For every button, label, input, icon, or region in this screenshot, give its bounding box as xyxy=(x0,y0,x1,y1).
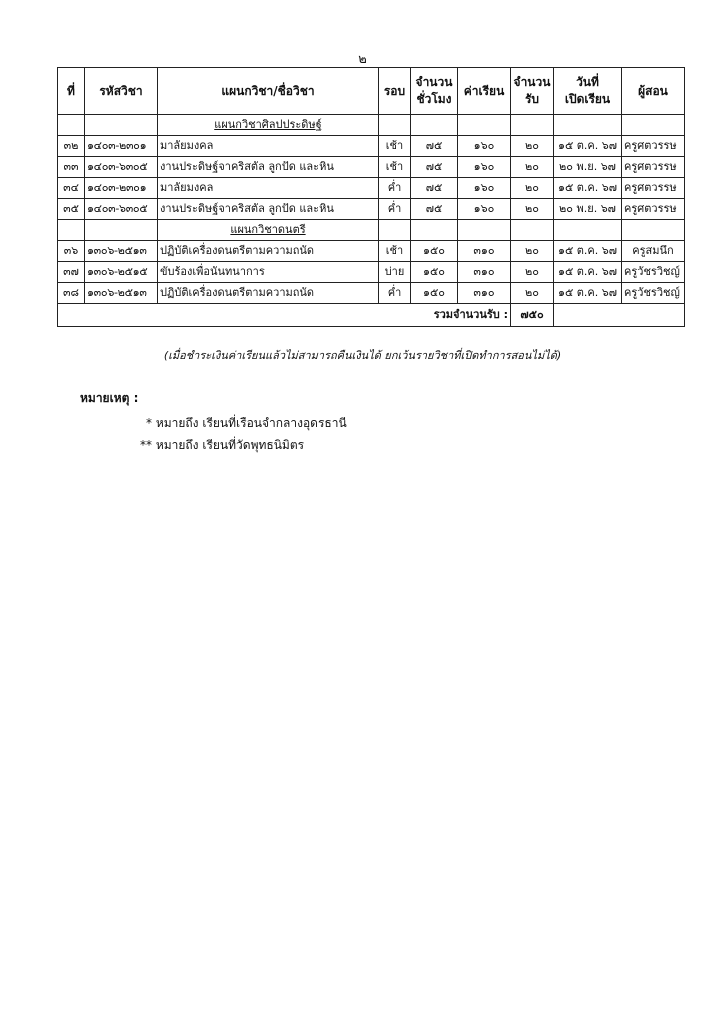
header-teacher: ผู้สอน xyxy=(622,68,685,115)
row-capacity: ๒๐ xyxy=(511,178,554,199)
header-no: ที่ xyxy=(58,68,85,115)
total-label: รวมจำนวนรับ : xyxy=(58,304,511,327)
table-row xyxy=(58,283,685,304)
header-code: รหัสวิชา xyxy=(85,68,158,115)
row-code: ๑๓๐๖-๒๕๑๓ xyxy=(85,241,158,262)
row-capacity: ๒๐ xyxy=(511,262,554,283)
header-hours-line1: จำนวน xyxy=(415,75,453,89)
row-fee: ๑๖๐ xyxy=(458,157,511,178)
table-row xyxy=(58,262,685,283)
row-start: ๑๕ ต.ค. ๖๗ xyxy=(554,241,622,262)
row-no: ๓๓ xyxy=(58,157,85,178)
header-capacity-line2: รับ xyxy=(524,92,540,106)
remark-item: * หมายถึง เรียนที่เรือนจำกลางอุดรธานี xyxy=(146,416,347,430)
row-code: ๑๓๐๖-๒๕๑๓ xyxy=(85,283,158,304)
row-subject: มาลัยมงคล xyxy=(158,136,379,157)
row-start: ๑๕ ต.ค. ๖๗ xyxy=(554,262,622,283)
row-start: ๑๕ ต.ค. ๖๗ xyxy=(554,178,622,199)
row-session: เช้า xyxy=(379,136,411,157)
row-teacher: ครูศตวรรษ xyxy=(622,157,685,178)
table-header-row xyxy=(58,68,685,115)
header-capacity xyxy=(511,68,554,115)
row-capacity: ๒๐ xyxy=(511,136,554,157)
row-no: ๓๕ xyxy=(58,199,85,220)
table-row xyxy=(58,178,685,199)
section-row xyxy=(58,220,685,241)
page-number: ๒ xyxy=(358,52,367,67)
total-blank xyxy=(554,304,685,327)
remark-item: ** หมายถึง เรียนที่วัดพุทธนิมิตร xyxy=(140,438,305,452)
row-subject: งานประดิษฐ์จาคริสตัล ลูกปัด และหิน xyxy=(158,157,379,178)
row-code: ๑๓๐๖-๒๕๑๕ xyxy=(85,262,158,283)
row-hours: ๗๕ xyxy=(411,178,458,199)
header-fee: ค่าเรียน xyxy=(458,68,511,115)
header-start xyxy=(554,68,622,115)
row-no: ๓๒ xyxy=(58,136,85,157)
row-teacher: ครูศตวรรษ xyxy=(622,178,685,199)
row-no: ๓๗ xyxy=(58,262,85,283)
table-row xyxy=(58,157,685,178)
row-code: ๑๔๐๓-๖๓๐๕ xyxy=(85,157,158,178)
refund-note: (เมื่อชำระเงินค่าเรียนแล้วไม่สามารถคืนเงินได้ ยกเว้นรายวิชาที่เปิดทำการสอนไม่ได้) xyxy=(163,349,562,362)
row-code: ๑๔๐๓-๒๓๐๑ xyxy=(85,136,158,157)
row-subject: ปฏิบัติเครื่องดนตรีตามความถนัด xyxy=(158,283,379,304)
header-hours-line2: ชั่วโมง xyxy=(416,92,452,106)
row-teacher: ครูสมนึก xyxy=(622,241,685,262)
row-code: ๑๔๐๓-๒๓๐๑ xyxy=(85,178,158,199)
row-subject: ขับร้องเพื่อนันทนาการ xyxy=(158,262,379,283)
row-fee: ๓๑๐ xyxy=(458,283,511,304)
row-hours: ๗๕ xyxy=(411,157,458,178)
header-session: รอบ xyxy=(379,68,411,115)
row-hours: ๑๕๐ xyxy=(411,241,458,262)
row-fee: ๓๑๐ xyxy=(458,262,511,283)
header-hours xyxy=(411,68,458,115)
row-start: ๑๕ ต.ค. ๖๗ xyxy=(554,136,622,157)
row-session: เช้า xyxy=(379,241,411,262)
total-value: ๗๕๐ xyxy=(511,304,554,327)
row-subject: มาลัยมงคล xyxy=(158,178,379,199)
total-row xyxy=(58,304,685,327)
row-fee: ๑๖๐ xyxy=(458,136,511,157)
row-hours: ๑๕๐ xyxy=(411,262,458,283)
section-row xyxy=(58,115,685,136)
row-start: ๒๐ พ.ย. ๖๗ xyxy=(554,199,622,220)
row-start: ๒๐ พ.ย. ๖๗ xyxy=(554,157,622,178)
table-row xyxy=(58,136,685,157)
row-session: เช้า xyxy=(379,157,411,178)
course-table xyxy=(57,67,685,327)
row-code: ๑๔๐๓-๖๓๐๕ xyxy=(85,199,158,220)
remarks-title: หมายเหตุ : xyxy=(80,391,139,405)
header-start-line2: เปิดเรียน xyxy=(564,92,611,106)
row-hours: ๗๕ xyxy=(411,136,458,157)
table-row xyxy=(58,241,685,262)
row-subject: ปฏิบัติเครื่องดนตรีตามความถนัด xyxy=(158,241,379,262)
row-no: ๓๔ xyxy=(58,178,85,199)
header-start-line1: วันที่ xyxy=(576,75,599,89)
row-fee: ๓๑๐ xyxy=(458,241,511,262)
row-teacher: ครูศตวรรษ xyxy=(622,136,685,157)
row-capacity: ๒๐ xyxy=(511,157,554,178)
table-row xyxy=(58,199,685,220)
row-fee: ๑๖๐ xyxy=(458,199,511,220)
row-subject: งานประดิษฐ์จาคริสตัล ลูกปัด และหิน xyxy=(158,199,379,220)
section-title: แผนกวิชาดนตรี xyxy=(158,220,379,241)
row-no: ๓๘ xyxy=(58,283,85,304)
header-subject: แผนกวิชา/ชื่อวิชา xyxy=(158,68,379,115)
row-teacher: ครูวัชรวิชญ์ xyxy=(622,283,685,304)
row-session: ค่ำ xyxy=(379,178,411,199)
row-start: ๑๕ ต.ค. ๖๗ xyxy=(554,283,622,304)
row-hours: ๗๕ xyxy=(411,199,458,220)
row-capacity: ๒๐ xyxy=(511,199,554,220)
row-capacity: ๒๐ xyxy=(511,283,554,304)
row-session: บ่าย xyxy=(379,262,411,283)
row-fee: ๑๖๐ xyxy=(458,178,511,199)
row-no: ๓๖ xyxy=(58,241,85,262)
row-teacher: ครูศตวรรษ xyxy=(622,199,685,220)
row-teacher: ครูวัชรวิชญ์ xyxy=(622,262,685,283)
row-session: ค่ำ xyxy=(379,199,411,220)
header-capacity-line1: จำนวน xyxy=(513,75,551,89)
row-hours: ๑๕๐ xyxy=(411,283,458,304)
row-session: ค่ำ xyxy=(379,283,411,304)
row-capacity: ๒๐ xyxy=(511,241,554,262)
section-title: แผนกวิชาศิลปประดิษฐ์ xyxy=(158,115,379,136)
